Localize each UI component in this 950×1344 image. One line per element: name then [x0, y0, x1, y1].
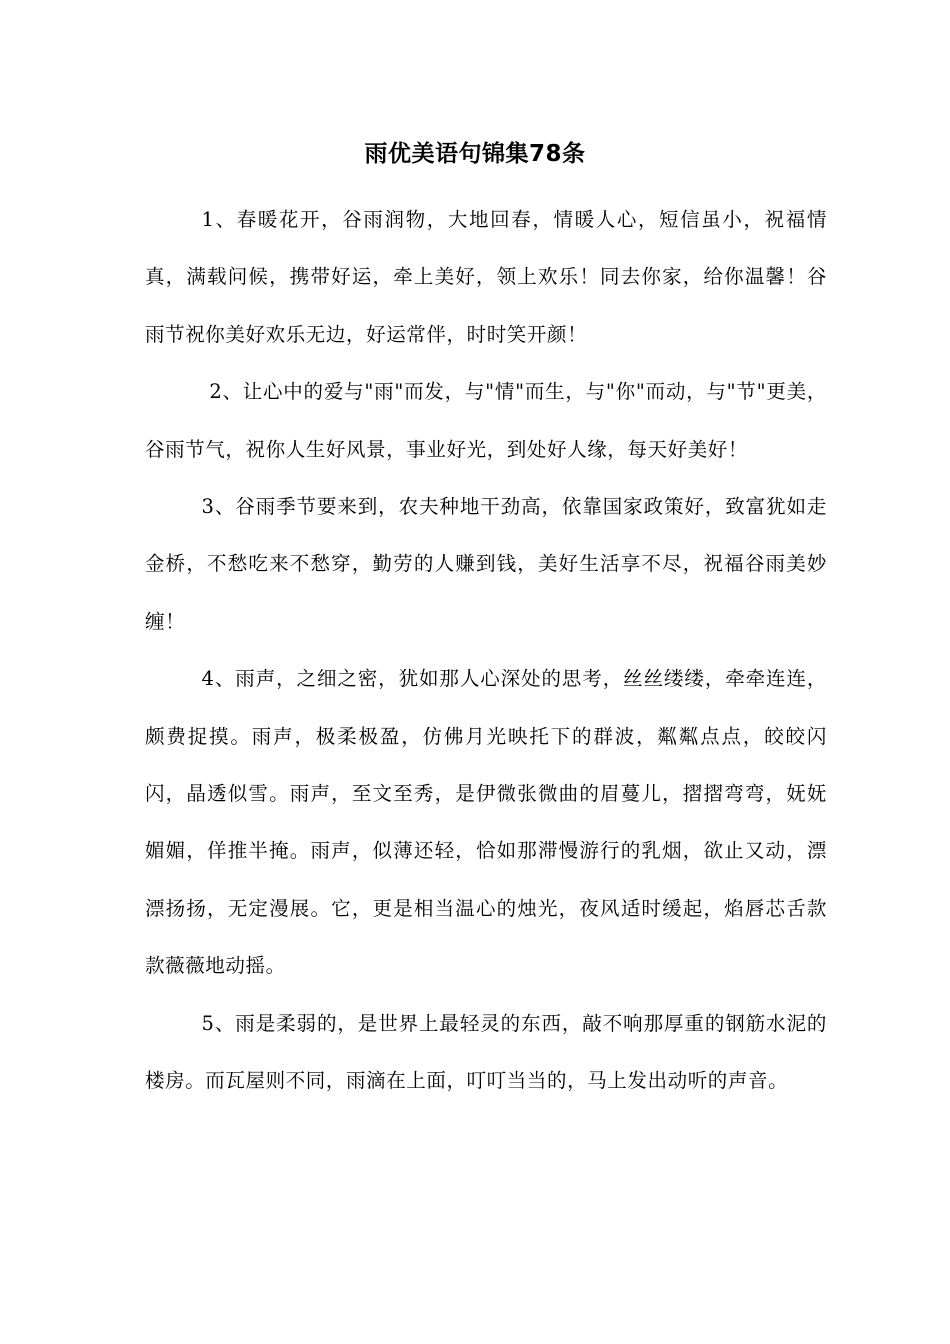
- document-body: [145, 191, 827, 1110]
- document-title: 雨优美语句锦集78条: [364, 141, 586, 167]
- paragraph-5: 5、雨是柔弱的，是世界上最轻灵的东西，敲不响那厚重的钢筋水泥的楼房。而瓦屋则不同，雨滴在上面，叮叮当当的，马上发出动听的声音。: [145, 1011, 827, 1093]
- paragraph-2: 2、让心中的爱与"雨"而发，与"情"而生，与"你"而动，与"节"更美，谷雨节气，祝你人生好风景，事业好光，到处好人缘，每天好美好！: [145, 380, 827, 461]
- paragraph-3: 3、谷雨季节要来到，农夫种地干劲高，依靠国家政策好，致富犹如走金桥，不愁吃来不愁穿，勤劳的人赚到钱，美好生活享不尽，祝福谷雨美妙缠！: [145, 495, 827, 633]
- paragraph-4: 4、雨声，之细之密，犹如那人心深处的思考，丝丝缕缕，牵牵连连，颇费捉摸。雨声，极柔极盈，仿佛月光映托下的群波，粼粼点点，皎皎闪闪，晶透似雪。雨声，至文至秀，是伊微张微曲的眉蔓儿，摺摺弯弯，妩妩媚媚，佯推半掩。雨声，似薄还轻，恰如那滞慢游行的乳烟，欲止又动，漂漂扬扬，无定漫展。它，更是相当温心的烛光，夜风适时缓起，焰唇芯舌款款薇薇地动摇。: [145, 667, 827, 978]
- paragraph-1: 1、春暖花开，谷雨润物，大地回春，情暖人心，短信虽小，祝福情真，满载问候，携带好运，牵上美好，领上欢乐！同去你家，给你温馨！谷雨节祝你美好欢乐无边，好运常伴，时时笑开颜！: [145, 208, 827, 346]
